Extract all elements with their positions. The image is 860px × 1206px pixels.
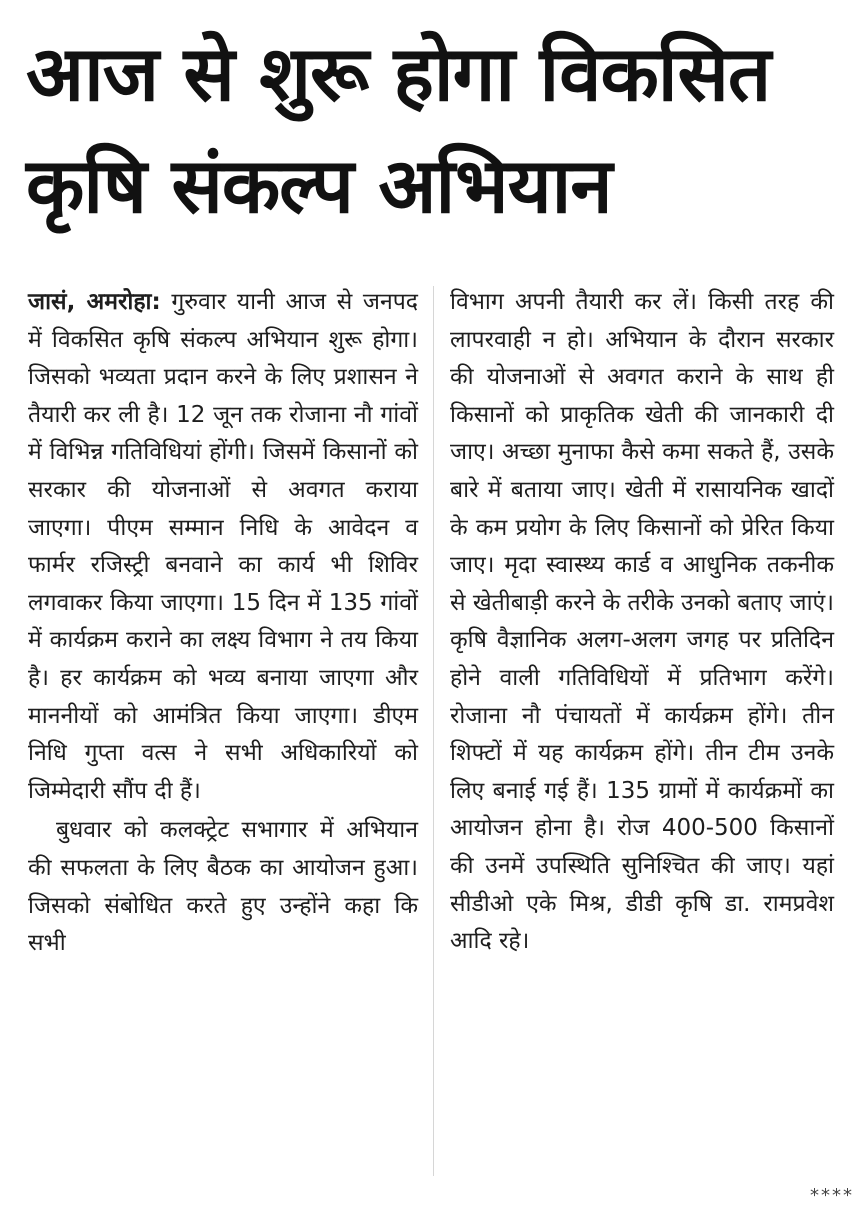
- paragraph-3: विभाग अपनी तैयारी कर लें। किसी तरह की लापरवाही न हो। अभियान के दौरान सरकार की योजनाओं से अवगत कराने के साथ ही किसानों को प्राकृतिक खेती की जानकारी दी जाए। अच्छा मुनाफा कैसे कमा सकते हैं, उसके बारे में बताया जाए। खेती में रासायनिक खादों के कम प्रयोग के लिए किसानों को प्रेरित किया जाए। मृदा स्वास्थ्य कार्ड व आधुनिक तकनीक से खेतीबाड़ी करने के तरीके उनको बताए जाएं। कृषि वैज्ञानिक अलग-अलग जगह पर प्रतिदिन होने वाली गतिविधियों में प्रतिभाग करेंगे। रोजाना नौ पंचायतों में कार्यक्रम होंगे। तीन शिफ्टों में यह कार्यक्रम होंगे। तीन टीम उनके लिए बनाई गई हैं। 135 ग्रामों में कार्यक्रमों का आयोजन होना है। रोज 400-500 किसानों की उनमें उपस्थिति सुनिश्चित की जाए। यहां सीडीओ एके मिश्र, डीडी कृषि डा. रामप्रवेश आदि रहे।: [450, 289, 834, 955]
- article-column-left: [28, 284, 418, 963]
- headline-line-2: कृषि संकल्प अभियान: [26, 141, 612, 230]
- headline-line-1: आज से शुरू होगा विकसित: [26, 29, 771, 118]
- paragraph-1: [28, 284, 418, 810]
- column-divider: [433, 286, 434, 1176]
- article-column-right: [450, 284, 834, 961]
- end-stars: ****: [810, 1185, 854, 1206]
- paragraph-1-text: गुरुवार यानी आज से जनपद में विकसित कृषि संकल्प अभियान शुरू होगा। जिसको भव्यता प्रदान करने के लिए प्रशासन ने तैयारी कर ली है। 12 जून तक रोजाना नौ गांवों में विभिन्न गतिविधियां होंगी। जिसमें किसानों को सरकार की योजनाओं से अवगत कराया जाएगा। पीएम सम्मान निधि के आवेदन व फार्मर रजिस्ट्री बनवाने का कार्य भी शिविर लगवाकर किया जाएगा। 15 दिन में 135 गांवों में कार्यक्रम कराने का लक्ष्य विभाग ने तय किया है। हर कार्यक्रम को भव्य बनाया जाएगा और माननीयों को आमंत्रित किया जाएगा। डीएम निधि गुप्ता वत्स ने सभी अधिकारियों को जिम्मेदारी सौंप दी हैं।: [28, 289, 418, 804]
- dateline: जासं, अमरोहा:: [28, 289, 161, 315]
- headline: [26, 18, 846, 242]
- paragraph-2: बुधवार को कलक्ट्रेट सभागार में अभियान की सफलता के लिए बैठक का आयोजन हुआ। जिसको संबोधित करते हुए उन्होंने कहा कि सभी: [28, 817, 418, 957]
